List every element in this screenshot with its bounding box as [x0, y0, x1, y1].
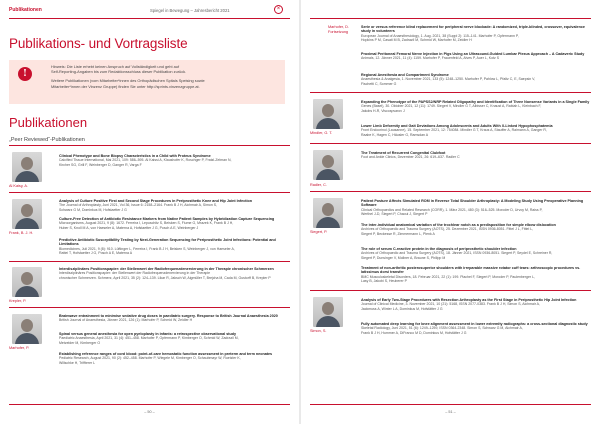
author-photo — [313, 297, 343, 327]
subsection-title: „Peer Reviewed“-Publikationen — [9, 137, 85, 143]
publication-title: The role of serum C-reactive protein in the diagnosis of periprosthetic shoulder infection — [361, 247, 517, 251]
publication-title: Regional Anesthesia and Compartment Syndrome — [361, 73, 449, 77]
header-divider — [9, 18, 290, 19]
publication-citation: Calcified Tissue International, Mai 2021, 109: 586–595. Al Kaissi A, Klaushofer K, Roschger P, Fratzl-Zelman N, — [59, 158, 232, 163]
publication-title: Proximal Peritoneal Femoral Nerve Injection in Pigs Using an Ultrasound-Guided Lumbar Plexus Approach – A Cadaveric Study — [361, 52, 585, 56]
publication-entry — [361, 266, 591, 284]
footer-divider — [9, 404, 290, 405]
author-name: Marhofer, P. — [9, 346, 30, 350]
publication-citation: Paediatric Anaesthesia, April 2021, 31 (4): 451–458. Marhofer P, Opfermann P, Kimberger O, Schmid W, Zadrazil M, — [59, 336, 239, 341]
publication-citation: Archives of Orthopaedic and Trauma Surgery (AOTS), 18. Jänner 2021, ISSN 0936-8051. Siegert P, Seydel E, Schreiner R, — [361, 251, 553, 256]
publication-entry — [59, 267, 291, 280]
publication-title: Establishing reference ranges of cord blood: point-of-care hemostatic function assessment in preterm and term neonates — [59, 352, 273, 356]
publication-entry — [59, 238, 291, 256]
group-divider — [9, 307, 290, 308]
publication-citation: Rattei T, Hofstaetter J G, Posch A E, Materna A — [59, 251, 133, 256]
publication-entry — [361, 247, 591, 260]
author-photo — [12, 199, 42, 229]
publication-title: Analysis of Early Two-Stage Procedures with Resection Arthroplasty as the First Stage in Periprosthetic Hip Joint Infection — [361, 298, 577, 302]
publication-title: Spinal versus general anesthesia for open pyeloplasty in infants: a retrospective observational study — [59, 332, 237, 336]
publication-title: Interdisziplinäres Positionspapier: der Stellenwert der Radiofrequenzdenervierung in der Therapie chronischer Schmerzen — [59, 267, 274, 271]
publication-entry — [361, 223, 591, 236]
notice-line: Self-Reporting-Angaben bis zum Redaktionsschluss dieser Publikation zurück. — [51, 69, 187, 75]
left-page — [0, 0, 299, 424]
author-name: Al Kaisy, A. — [9, 184, 28, 188]
publication-citation: Willschke H, Triffterer L — [59, 360, 96, 365]
running-header-center: Spiegel in Bewegung – Jahresbericht 2021 — [150, 8, 230, 13]
publication-citation: Hopkins P M, Casati M B, Zadrazil M, Schmid W, Marhofer M, Zeidler H — [361, 38, 472, 43]
publication-citation: Clinical Orthopaedics and Related Research (CORR), 1. März 2021, 480 (3): 516–525. Moroder D, Urvoy M, Raiss P, — [361, 207, 543, 212]
author-name: Krepler, P. — [9, 299, 27, 303]
publication-title: Lower Limb Deformity and Gait Deviations Among Adolescents and Adults With X-Linked Hypophosphatemia — [361, 124, 553, 128]
publication-citation: BMC Musculoskeletal Disorders, 18. Februar 2021, 22 (1): 199. Plachel F, Siegert P, Moroder P, Paulenberger L, — [361, 274, 535, 279]
publication-title: Expanding the Phenotype of the PAPSS2/NRP Related Oligopathy and Identification of Three Nonsense Variants in a Single Family — [361, 100, 590, 104]
group-divider — [310, 191, 591, 192]
publication-entry — [361, 199, 591, 217]
publication-citation: Animals, 12. Jänner 2021, 11 (4): 1159. Marhofer P, Frauenfeld A, Alves P, Auer L, Kotz S — [361, 56, 500, 61]
publication-entry — [361, 25, 591, 43]
publication-entry — [59, 199, 291, 212]
author-photo — [12, 267, 42, 297]
publication-title: Treatment of non-arthritic posterosuperior shoulders with irreparable massive rotator cuff tears: arthroscopic procedures vs. latissimus dorsi transfer — [361, 266, 581, 275]
publication-title: Clinical Phenotype and Bone Biopsy Characteristics in a Child with Proteus Syndrome — [59, 154, 211, 158]
publication-entry — [361, 52, 591, 61]
running-header-title: Publikationen — [9, 7, 42, 13]
publication-citation: Foot and Ankle Clinics, Dezember 2021, 26: 619–637. Radler C — [361, 155, 460, 160]
publication-citation: Siegert P, Beckesse R, Zimmermann L, Plenk A — [361, 231, 435, 236]
publication-title: Patient Posture Affects Simulated ROM in Reverse Total Shoulder Arthroplasty: A Modeling Study Using Preoperative Planning Software — [361, 199, 584, 208]
author-name: Simon, S. — [310, 329, 327, 333]
publication-citation: Fischetti C, Sommer G — [361, 81, 397, 86]
publication-citation: British Journal of Anaesthesia, Jänner 2021, 126 (1): Marhofer P, Schmid W, Zeidler H — [59, 318, 193, 323]
group-divider — [9, 192, 290, 193]
group-divider — [310, 92, 591, 93]
footer-divider — [310, 404, 591, 405]
subsection-divider — [9, 145, 290, 146]
publication-entry — [361, 322, 591, 335]
publication-citation: Lasy B, Jakobi S, Heuberer P — [361, 279, 407, 284]
publication-entry — [361, 151, 591, 160]
publication-citation: Siegert P, Dunsinger V, Mollner A, Braune S, Philipp M — [361, 255, 446, 260]
publication-citation: Huber S, Knoll M A, von Haeseler A, Materna A, Hofstaetter J G, Posch A E, Weinberger J — [59, 225, 199, 230]
header-divider — [310, 18, 591, 19]
publication-title: Culture-Free Detection of Antibiotic Resistance Markers from Native Patient Samples by Hybridization Capture Sequencing — [59, 217, 275, 221]
publication-citation: Anaesthesia & Analgesia, 1. November 2021, 133 (5): 1248–1250. Marhofer P, Pahlow L, Pfaltz C, E, Saepsin V, — [361, 77, 536, 82]
author-photo — [12, 314, 42, 344]
notice-line: Hinweis: Die Liste erhebt keinen Anspruch auf Vollständigkeit und geht auf — [51, 64, 180, 69]
publication-citation: Schwarz G M, Dominkus M, Hofstaetter J G — [59, 207, 127, 212]
publication-title: Serie or versus reference blind replacement for peripheral nerve blockade: A randomized, triple-blinded, crossover, equivalence study in volunteers — [361, 25, 585, 34]
close-icon[interactable]: × — [274, 5, 283, 14]
publication-entry — [361, 73, 591, 86]
author-photo — [313, 99, 343, 129]
group-divider — [310, 290, 591, 291]
publication-entry — [59, 314, 291, 323]
author-name: Radler, C. — [310, 183, 327, 187]
publication-citation: Journal of Clinical Medicine, 3. November 2021, 10 (21): 5168, ISSN 2077-0383. Frank B J H, Simon S, Aichmair A, — [361, 302, 540, 307]
publication-citation: European Journal of Anaesthesiology, 1. Aug. 2021, 38 (Suppl 2): 115–141. Marhofer P, Opfermann P, — [361, 33, 519, 38]
publication-title: Predictive Antibiotic Susceptibility Testing by Next-Generation Sequencing for Periprosthetic Joint Infections: Potential and Limitations — [59, 238, 276, 247]
publication-entry — [361, 298, 591, 311]
publication-citation: Interdisziplinäres Positionspapier: der Stellenwert der Radiofrequenzdenervierung in der Therapie — [59, 271, 211, 276]
author-name: Marhofer, D. Fortsetzung — [328, 25, 349, 34]
publication-citation: Werthel J-D, Siegert P, Chaoui J, Siegert P — [361, 212, 428, 217]
publication-citation: Front Endocrinol (Lausanne), 15. September 2021, 12: 754084. Mindler G T, Kraus A, Stauffer A, Raimann A, Ganger R, — [361, 128, 547, 133]
page-number: – 51 – — [445, 410, 456, 414]
exclamation-icon: ! — [18, 67, 32, 81]
page-number: – 50 – — [144, 410, 155, 414]
publication-citation: Pediatric Research, August 2021, 90 (2): 452–458. Marhofer P, Wiegele M, Kimberger O, Schaubmayr W, Ruetzler K, — [59, 356, 241, 361]
author-photo — [313, 150, 343, 180]
publication-citation: Metzelder M, Kimberger O — [59, 340, 101, 345]
group-divider — [9, 261, 290, 262]
publication-citation: Jakobs H-R, Viscospvarov J — [361, 108, 405, 113]
notice-box — [9, 60, 285, 104]
publication-entry — [59, 332, 291, 345]
publication-citation: Raabe K, Hagen C, Häusler G, Ramsdan A — [361, 132, 429, 137]
publication-title: The Treatment of Recurrent Congenital Clubfoot — [361, 151, 446, 155]
publication-entry — [361, 100, 591, 113]
publication-title: Brainwave entrainment to minimise sedative drug doses in paediatric surgery. Response to British Journal Anaesthesia 2020 — [59, 314, 278, 318]
publication-entry — [59, 352, 291, 365]
publication-citation: Jackmuss A, Winter L A, Dominkus M, Hofstätter J G — [361, 306, 443, 311]
publication-entry — [59, 217, 291, 230]
notice-line: Mitarbeiter*innen der Vinzenz Gruppe) finden Sie unter http://sprints.vinzenzgruppe.at. — [51, 83, 200, 89]
publication-title: Analysis of Culture Positive First and Second Stage Procedures in Periprosthetic Knee and Hip Joint Infection — [59, 199, 253, 203]
notice-line: Weitere Publikationen (vom Mitarbeiter*innen des Orthopädischen Spitals Speising sowie — [51, 78, 205, 84]
publication-citation: Archives of Orthopaedic and Trauma Surgery (AOTS), 25. Dezember 2021, ISSN 0936-8051. Fittel J L, Fittel L, — [361, 227, 534, 232]
author-photo — [313, 198, 343, 228]
author-name: Frank, B. J. H. — [9, 231, 34, 235]
group-divider — [310, 143, 591, 144]
publication-citation: Kircher SG, Grill F, Weinberger D, Ganger R, Varga F — [59, 162, 142, 167]
author-name: Mindler, G. T. — [310, 131, 333, 135]
notice-text — [51, 64, 279, 89]
publication-citation: Biomedicines, Juli 2021, 9 (8): 910. Lüftinger L, Ferreira I, Frank B J H, Beisken S, Weinberger J, von Haeseler A, — [59, 246, 235, 251]
author-name: Siegert, P. — [310, 230, 328, 234]
publication-title: The inter-individual anatomical variation of the trochlear notch as a predisposition for simple elbow dislocation — [361, 223, 556, 227]
publication-citation: Frank B J H, Hummer A, DiFranco M D, Dominkus M, Hofstätter J G — [361, 330, 467, 335]
publication-citation: Skeletal Radiology, Juni 2021, 51 (6): 1249–1259, ISSN 0364-2348. Simon S, Schwarz G M, Aichmair A, — [361, 326, 523, 331]
publication-entry — [361, 124, 591, 137]
page-title: Publikations- und Vortragsliste — [9, 36, 188, 51]
author-photo — [12, 152, 42, 182]
publication-citation: Genes (Basel), 30. Oktober 2021, 12 (11): 1749. Siegert V, Mindler G T, Albisser C, Knaust A, Rabiah L, Kleinbach F, — [361, 104, 542, 109]
publication-citation: Microorganisms, August 2021, 9 (8): 1672. Ferreira I, Lepuschitz S, Beisken S, Fiume G, Mrazek K, Frank B J H, — [59, 221, 234, 226]
right-page — [301, 0, 600, 424]
publication-entry — [59, 154, 291, 167]
section-title: Publikationen — [9, 115, 88, 130]
publication-citation: chronischer Schmerzen. Schmerz, April 2021, 35 (2): 124–139. Likar R, Jaksch W, Aigmüller T, Brejcha M, Cada M, Gustorff B, Krepler P — [59, 275, 271, 280]
publication-title: Fully automated deep learning for knee alignment assessment in lower extremity radiographs: a cross-sectional diagnostic study — [361, 322, 588, 326]
publication-citation: The Journal of Arthroplasty, Juni 2021, Vol 36, Issue 6: 2158–2164. Frank B J H, Aichmair A, Simon S, — [59, 203, 218, 208]
